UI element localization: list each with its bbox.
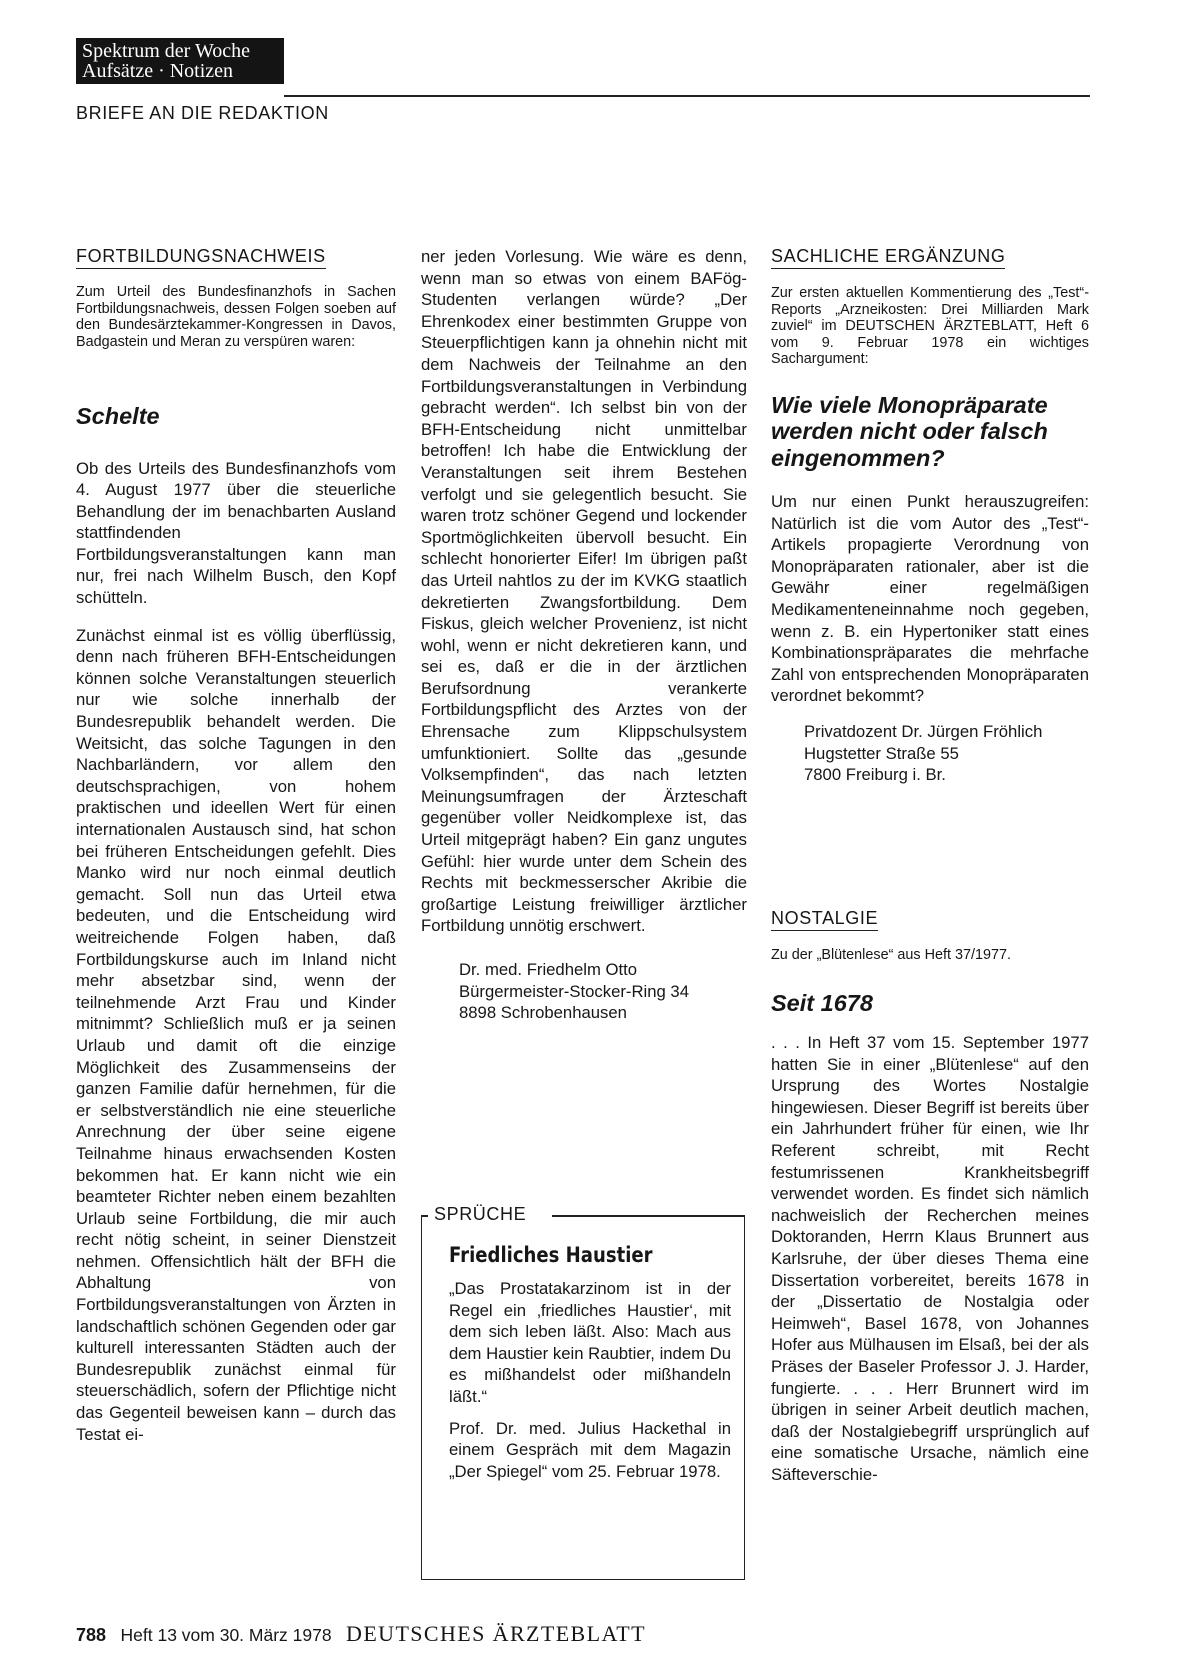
letter-fortbildungsnachweis — [76, 246, 396, 1445]
letter2-sig-city: 7800 Freiburg i. Br. — [804, 765, 946, 785]
letter2-kicker: SACHLICHE ERGÄNZUNG — [771, 246, 1005, 269]
letter2-headline: Wie viele Monopräparate werden nicht oder falsch eingenommen? — [771, 391, 1048, 471]
page-footer — [76, 1621, 646, 1647]
quote-box-label: SPRÜCHE — [434, 1204, 527, 1224]
quote-box-content — [449, 1242, 731, 1482]
quote-box-rule-left — [421, 1215, 428, 1217]
quote-box-rule-right — [552, 1215, 745, 1217]
letter2-sig-name: Privatdozent Dr. Jürgen Fröhlich — [804, 721, 1043, 741]
letter1-kicker: FORTBILDUNGSNACHWEIS — [76, 246, 326, 269]
letter1-sig-city: 8898 Schrobenhausen — [459, 1003, 627, 1023]
letter2-sig-street: Hugstetter Straße 55 — [804, 743, 959, 763]
issue-info: Heft 13 vom 30. März 1978 — [120, 1625, 332, 1645]
letter2-para-1: Um nur einen Punkt herauszugreifen: Natürlich ist die vom Autor des „Test“-Artikels propagierte Verordnung von Monopräparaten rationaler, aber ist die Gewähr einer regelmäßigen Medikamenteneinnahme noch gegeben, wenn z. B. ein Hypertoniker statt eines Kombinationspräparates die mehrfache Zahl von entsprechenden Monopräparaten verordnet bekommt? — [771, 492, 1089, 706]
rubric-line-2: Aufsätze · Notizen — [82, 60, 234, 82]
letter1-sig-name: Dr. med. Friedhelm Otto — [459, 960, 638, 979]
letter2-signature — [804, 721, 1089, 786]
letter-fortbildungsnachweis-continued — [421, 246, 747, 1024]
rubric-label — [76, 38, 284, 84]
letter3-para-1: . . . In Heft 37 vom 15. September 1977 hatten Sie in einer „Blütenlese“ auf den Ursprung des Wortes Nostalgie hingewiesen. Dieser Begriff ist bereits über ein Jahrhundert früher für einen, wie Ihr Referent schreibt, mit Recht festumrissenen Krankheitsbegriff verwendet worden. Es findet sich nämlich nachweislich der Recherchen meines Doktoranden, Herrn Klaus Brunnert aus Karlsruhe, der über dieses Thema eine Dissertation vorbereitet, bereits 1678 in der „Dissertatio de Nostalgia oder Heimweh“, Basel 1678, von Johannes Hofer aus Mülhausen im Elsaß, bei der als Präses der Baseler Professor J. J. Harder, fungierte. . . . Herr Brunnert wird im übrigen in seiner Arbeit deutlich machen, daß der Nostalgiebegriff ursprünglich auf eine somatische Ursache, nämlich eine Säfteverschie- — [771, 1033, 1089, 1484]
letter3-kicker: NOSTALGIE — [771, 908, 878, 931]
letter1-headline: Schelte — [76, 403, 160, 429]
letter1-signature — [459, 959, 747, 1024]
letter3-headline: Seit 1678 — [771, 989, 873, 1016]
quote-box-source: Prof. Dr. med. Julius Hackethal in einem Gespräch mit dem Magazin „Der Spiegel“ vom 25. Februar 1978. — [449, 1418, 731, 1481]
section-title: BRIEFE AN DIE REDAKTION — [76, 103, 329, 123]
journal-name: DEUTSCHES ÄRZTEBLATT — [346, 1621, 646, 1646]
letter1-para-2: Zunächst einmal ist es völlig überflüssig, denn nach früheren BFH-Entscheidungen können solche Veranstaltungen steuerlich nur wie solche innerhalb der Bundesrepublik behandelt werden. Die Weitsicht, das solche Tagungen in den Nachbarländern, vor allem den deutschsprachigen, von hohem praktischen und ideellen Wert für einen internationalen Austausch sind, hat schon bei früheren Entscheidungen gefehlt. Dies Manko wird nur noch einmal deutlich gemacht. Soll nun das Urteil etwa bedeuten, und die Entscheidung wird weitreichende Folgen haben, daß Fortbildungskurse auch im Inland nicht mehr absetzbar sind, wenn der teilnehmende Arzt Frau und Kinder mitnimmt? Schließlich muß er ja seinen Urlaub und damit oft die einzige Möglichkeit des Zusammenseins der ganzen Familie dafür hernehmen, für die er selbstverständlich nie eine steuerliche Anrechnung der über seine eigene Teilnahme hinaus erwachsenden Kosten bekommen hat. Er kann nicht wie ein beamteter Richter neben einem bezahlten Urlaub seine Fortbildung, die mir auch recht nötig scheint, in seiner Dienstzeit nehmen. Offensichtlich hält der BFH die Abhaltung von Fortbildungsveranstaltungen von Ärzten in landschaftlich schönen Gegenden oder gar kulturell interessanten Städten auch der Bundesrepublik zunächst einmal für steuerschädlich, sofern der Pflichtige nicht das Gegenteil beweisen kann – durch das Testat ei- — [76, 625, 396, 1444]
header-rule — [284, 95, 1090, 97]
rubric-line-1: Spektrum der Woche — [82, 40, 250, 62]
letter1-intro: Zum Urteil des Bundesfinanzhofs in Sachen Fortbildungsnachweis, dessen Folgen soeben auf den Bundesärztekammer-Kongressen in Davos, Badgastein und Meran zu verspüren waren: — [76, 284, 396, 350]
page-number: 788 — [76, 1625, 107, 1645]
letter1-para-3: ner jeden Vorlesung. Wie wäre es denn, wenn man so etwas von einem BAFög-Studenten verlangen würde? „Der Ehrenkodex einer bestimmten Gruppe von Steuerpflichtigen kann ja ohnehin nicht mit dem Nachweis der Teilnahme an den Fortbildungsveranstaltungen in Verbindung gebracht werden“. Ich selbst bin von der BFH-Entscheidung nicht unmittelbar betroffen! Ich habe die Entwicklung der Veranstaltungen seit ihrem Bestehen verfolgt und sie gelegentlich besucht. Sie waren trotz schöner Gegend und lockender Sportmöglichkeiten übervoll besucht. Ein schlecht honorierter Eifer! Im übrigen paßt das Urteil nahtlos zu der im KVKG staatlich dekretierten Zwangsfortbildung. Dem Fiskus, gleich welcher Provenienz, ist nicht wohl, wenn er nicht dekretieren kann, und sei es, daß er die in der ärztlichen Berufsordnung verankerte Fortbildungspflicht des Arztes von der Ehrensache zum Klippschulsystem umfunktioniert. Sollte das „gesunde Volksempfinden“, das nach letzten Meinungsumfragen der Ärzteschaft gegenüber voller Neidkomplexe ist, das Urteil mitgeprägt haben? Ein ganz ungutes Gefühl: hier wurde unter dem Schein des Rechts mit beckmesserscher Akribie die großartige Leistung freiwilliger ärztlicher Fortbildung unnötig erschwert. — [421, 247, 747, 936]
letter1-sig-street: Bürgermeister-Stocker-Ring 34 — [459, 981, 689, 1001]
letter-sachliche-ergaenzung — [771, 246, 1089, 786]
quote-box-title: Friedliches Haustier — [449, 1243, 653, 1267]
quote-box-quote: „Das Prostatakarzinom ist in der Regel ein ‚friedliches Haustier‘, mit dem sich leben läßt. Also: Mach aus dem Haustier kein Raubtier, indem Du es mißhandelst oder mißhandeln läßt.“ — [449, 1279, 731, 1406]
letter1-para-1: Ob des Urteils des Bundesfinanzhofs vom 4. August 1977 über die steuerliche Behandlung der im benachbarten Ausland stattfindenden Fortbildungsveranstaltungen kann man nur, frei nach Wilhelm Busch, den Kopf schütteln. — [76, 458, 396, 608]
letter2-intro: Zur ersten aktuellen Kommentierung des „Test“-Reports „Arzneikosten: Drei Milliarden Mark zuviel“ im DEUTSCHEN ÄRZTEBLATT, Heft 6 vom 9. Februar 1978 ein wichtiges Sachargument: — [771, 285, 1089, 367]
letter-nostalgie — [771, 908, 1089, 1485]
letter3-intro: Zu der „Blütenlese“ aus Heft 37/1977. — [771, 947, 1011, 963]
